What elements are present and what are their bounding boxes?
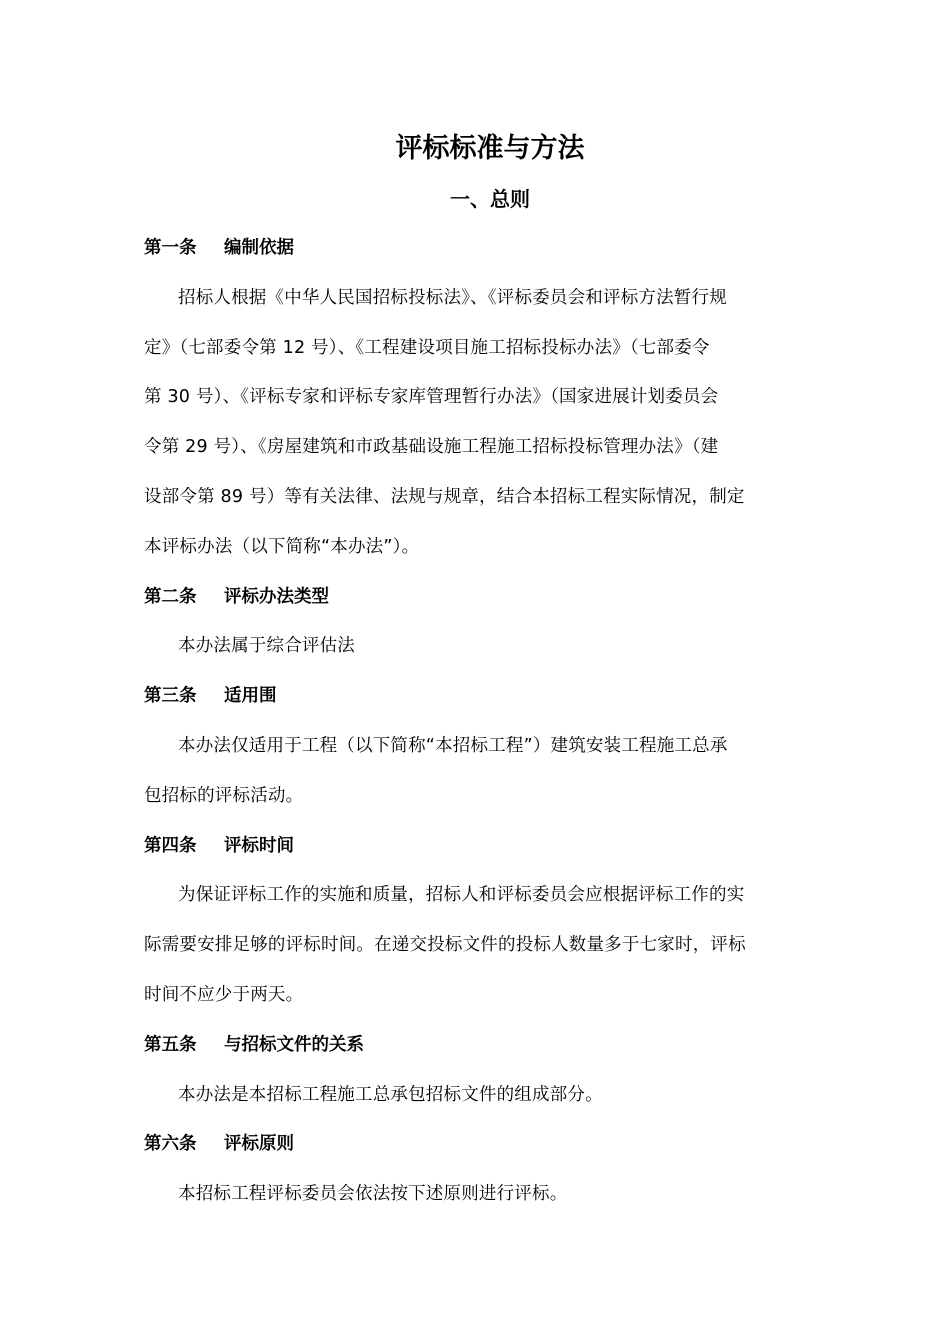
- paragraph-line: 际需要安排足够的评标时间。在递交投标文件的投标人数量多于七家时，评标: [144, 935, 746, 956]
- article-paragraph: [144, 274, 804, 573]
- paragraph-line: 包招标的评标活动。: [144, 785, 304, 806]
- articles-container: [144, 224, 804, 1220]
- article-heading: [144, 822, 804, 872]
- article-heading: [144, 672, 804, 722]
- paragraph-line: 为保证评标工作的实施和质量，招标人和评标委员会应根据评标工作的实: [178, 885, 745, 906]
- article-title: 编制依据: [224, 238, 294, 258]
- article-title: 与招标文件的关系: [224, 1034, 364, 1055]
- article-number: 第二条: [144, 586, 197, 607]
- article-heading: [144, 224, 804, 274]
- document-page: [144, 124, 804, 1220]
- article-title: 评标时间: [224, 835, 294, 856]
- paragraph-line: 本办法仅适用于工程（以下简称“本招标工程”）建筑安装工程施工总承: [178, 735, 728, 756]
- paragraph-line: 本办法是本招标工程施工总承包招标文件的组成部分。: [178, 1084, 603, 1105]
- article-paragraph: [144, 1170, 804, 1220]
- paragraph-line: 令第 29 号）、《房屋建筑和市政基础设施工程施工招标投标管理办法》（建: [144, 437, 719, 458]
- article-number: 第四条: [144, 835, 197, 856]
- article-title: 适用围: [224, 686, 277, 707]
- article-heading: [144, 1021, 804, 1071]
- article-number: 第三条: [144, 686, 197, 707]
- article-paragraph: [144, 722, 804, 822]
- article-heading: [144, 573, 804, 623]
- section-title: 一、总则: [450, 187, 530, 211]
- article-number: 第五条: [144, 1034, 197, 1055]
- article-title: 评标办法类型: [224, 586, 329, 607]
- paragraph-line: 本办法属于综合评估法: [178, 636, 355, 657]
- paragraph-line: 第 30 号）、《评标专家和评标专家库管理暂行办法》（国家进展计划委员会: [144, 387, 719, 408]
- paragraph-line: 设部令第 89 号）等有关法律、法规与规章，结合本招标工程实际情况，制定: [144, 486, 745, 507]
- article-paragraph: [144, 1071, 804, 1121]
- paragraph-line: 定》（七部委令第 12 号）、《工程建设项目施工招标投标办法》（七部委令: [144, 337, 710, 358]
- article-heading: [144, 1120, 804, 1170]
- paragraph-line: 本招标工程评标委员会依法按下述原则进行评标。: [178, 1184, 568, 1205]
- document-title: 评标标准与方法: [395, 133, 585, 164]
- paragraph-line: 招标人根据《中华人民国招标投标法》、《评标委员会和评标方法暂行规: [178, 287, 727, 308]
- paragraph-line: 时间不应少于两天。: [144, 984, 304, 1005]
- article-number: 第六条: [144, 1134, 197, 1155]
- article-paragraph: [144, 622, 804, 672]
- article-number: 第一条: [144, 238, 197, 258]
- article-paragraph: [144, 871, 804, 1020]
- article-title: 评标原则: [224, 1134, 294, 1155]
- paragraph-line: 本评标办法（以下简称“本办法”）。: [144, 536, 420, 557]
